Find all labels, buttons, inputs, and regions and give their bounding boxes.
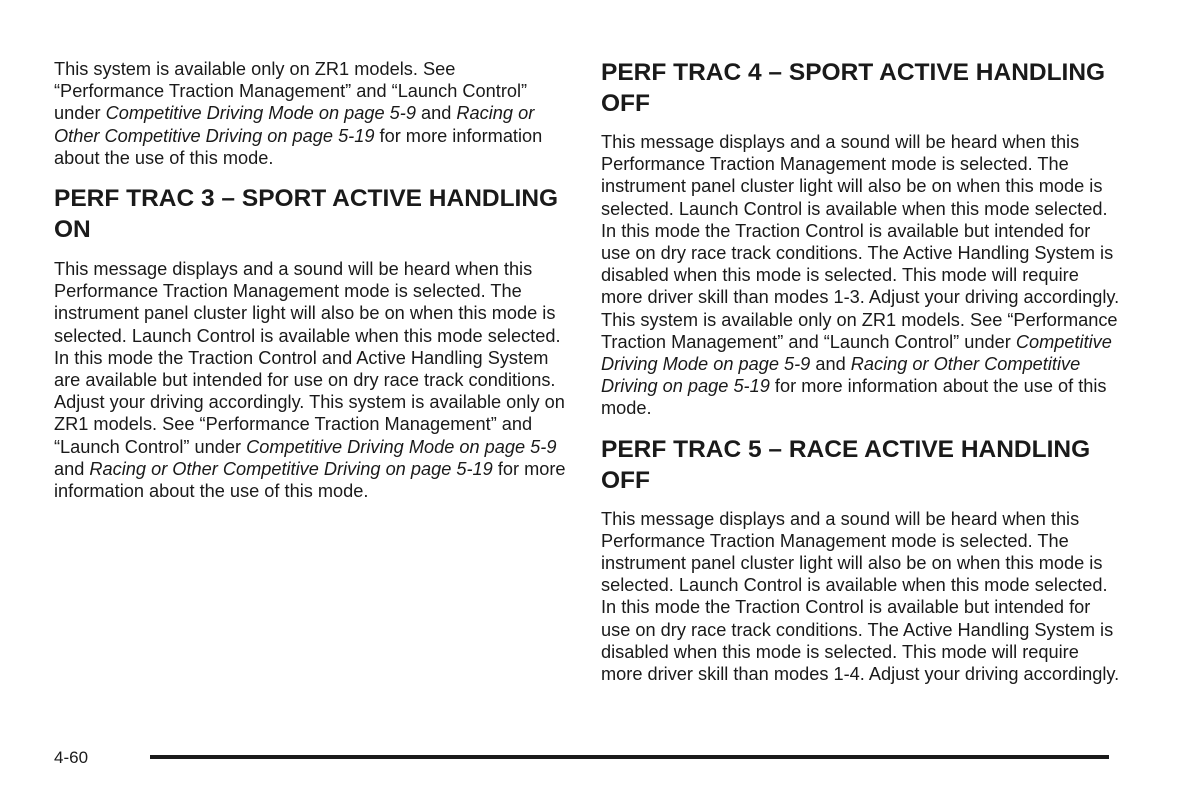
perf-trac-5-paragraph <box>601 508 1121 686</box>
text-run: and <box>415 103 457 124</box>
italic-reference: Racing or Other Competitive Driving on page 5-19 <box>89 458 493 479</box>
italic-reference: Racing or Other Competitive Driving on page 5-19 <box>601 354 1081 397</box>
text-run: This message displays and a sound will be heard when this Performance Traction Management mode is selected. The instrument panel cluster light will also be on when this mode is selected. Launch Control is available when this mode selected. In this mode the Traction Control and Active Handling System are available but intended for use on dry race track conditions. Adjust your driving accordingly. This system is available only on ZR1 models. See “Performance Traction Management” and “Launch Control” under <box>54 259 565 457</box>
text-run: and <box>54 458 90 479</box>
text-run: for more information about the use of this mode. <box>54 458 566 502</box>
perf-trac-4-paragraph <box>601 131 1121 420</box>
text-run: This message displays and a sound will be heard when this Performance Traction Management mode is selected. The instrument panel cluster light will also be on when this mode is selected. Launch Control is available when this mode selected. In this mode the Traction Control is available but intended for use on dry race track conditions. The Active Handling System is disabled when this mode is selected. This mode will require more driver skill than modes 1-4. Adjust your driving accordingly. <box>601 508 1120 685</box>
intro-paragraph <box>54 58 569 169</box>
text-run: and <box>810 354 851 375</box>
right-column <box>601 58 1121 685</box>
section-heading-perf-trac-3: PERF TRAC 3 – SPORT ACTIVE HANDLING ON <box>54 185 559 244</box>
left-column <box>54 58 569 502</box>
perf-trac-3-paragraph <box>54 258 569 502</box>
text-run: for more information about the use of this mode. <box>54 125 543 168</box>
page-footer <box>54 746 1109 776</box>
text-run: for more information about the use of this mode. <box>601 376 1107 419</box>
italic-reference: Racing or Other Competitive Driving on page 5-19 <box>54 103 535 146</box>
italic-reference: Competitive Driving Mode on page 5-9 <box>601 331 1112 375</box>
page-number: 4-60 <box>54 748 89 767</box>
italic-reference: Competitive Driving Mode on page 5-9 <box>105 103 416 124</box>
text-run: This system is available only on ZR1 models. See “Performance Traction Management” and “Launch Control” under <box>54 59 528 124</box>
italic-reference: Competitive Driving Mode on page 5-9 <box>246 436 557 457</box>
section-heading-perf-trac-4: PERF TRAC 4 – SPORT ACTIVE HANDLING OFF <box>601 59 1106 117</box>
section-heading-perf-trac-5: PERF TRAC 5 – RACE ACTIVE HANDLING OFF <box>601 435 1091 494</box>
text-run: This message displays and a sound will be heard when this Performance Traction Management mode is selected. The instrument panel cluster light will also be on when this mode is selected. Launch Control is available when this mode selected. In this mode the Traction Control is available but intended for use on dry race track conditions. The Active Handling System is disabled when this mode is selected. This mode will require more driver skill than modes 1-3. Adjust your driving accordingly. This system is available only on ZR1 models. See “Performance Traction Management” and “Launch Control” under <box>601 132 1120 352</box>
footer-rule <box>150 755 1109 759</box>
